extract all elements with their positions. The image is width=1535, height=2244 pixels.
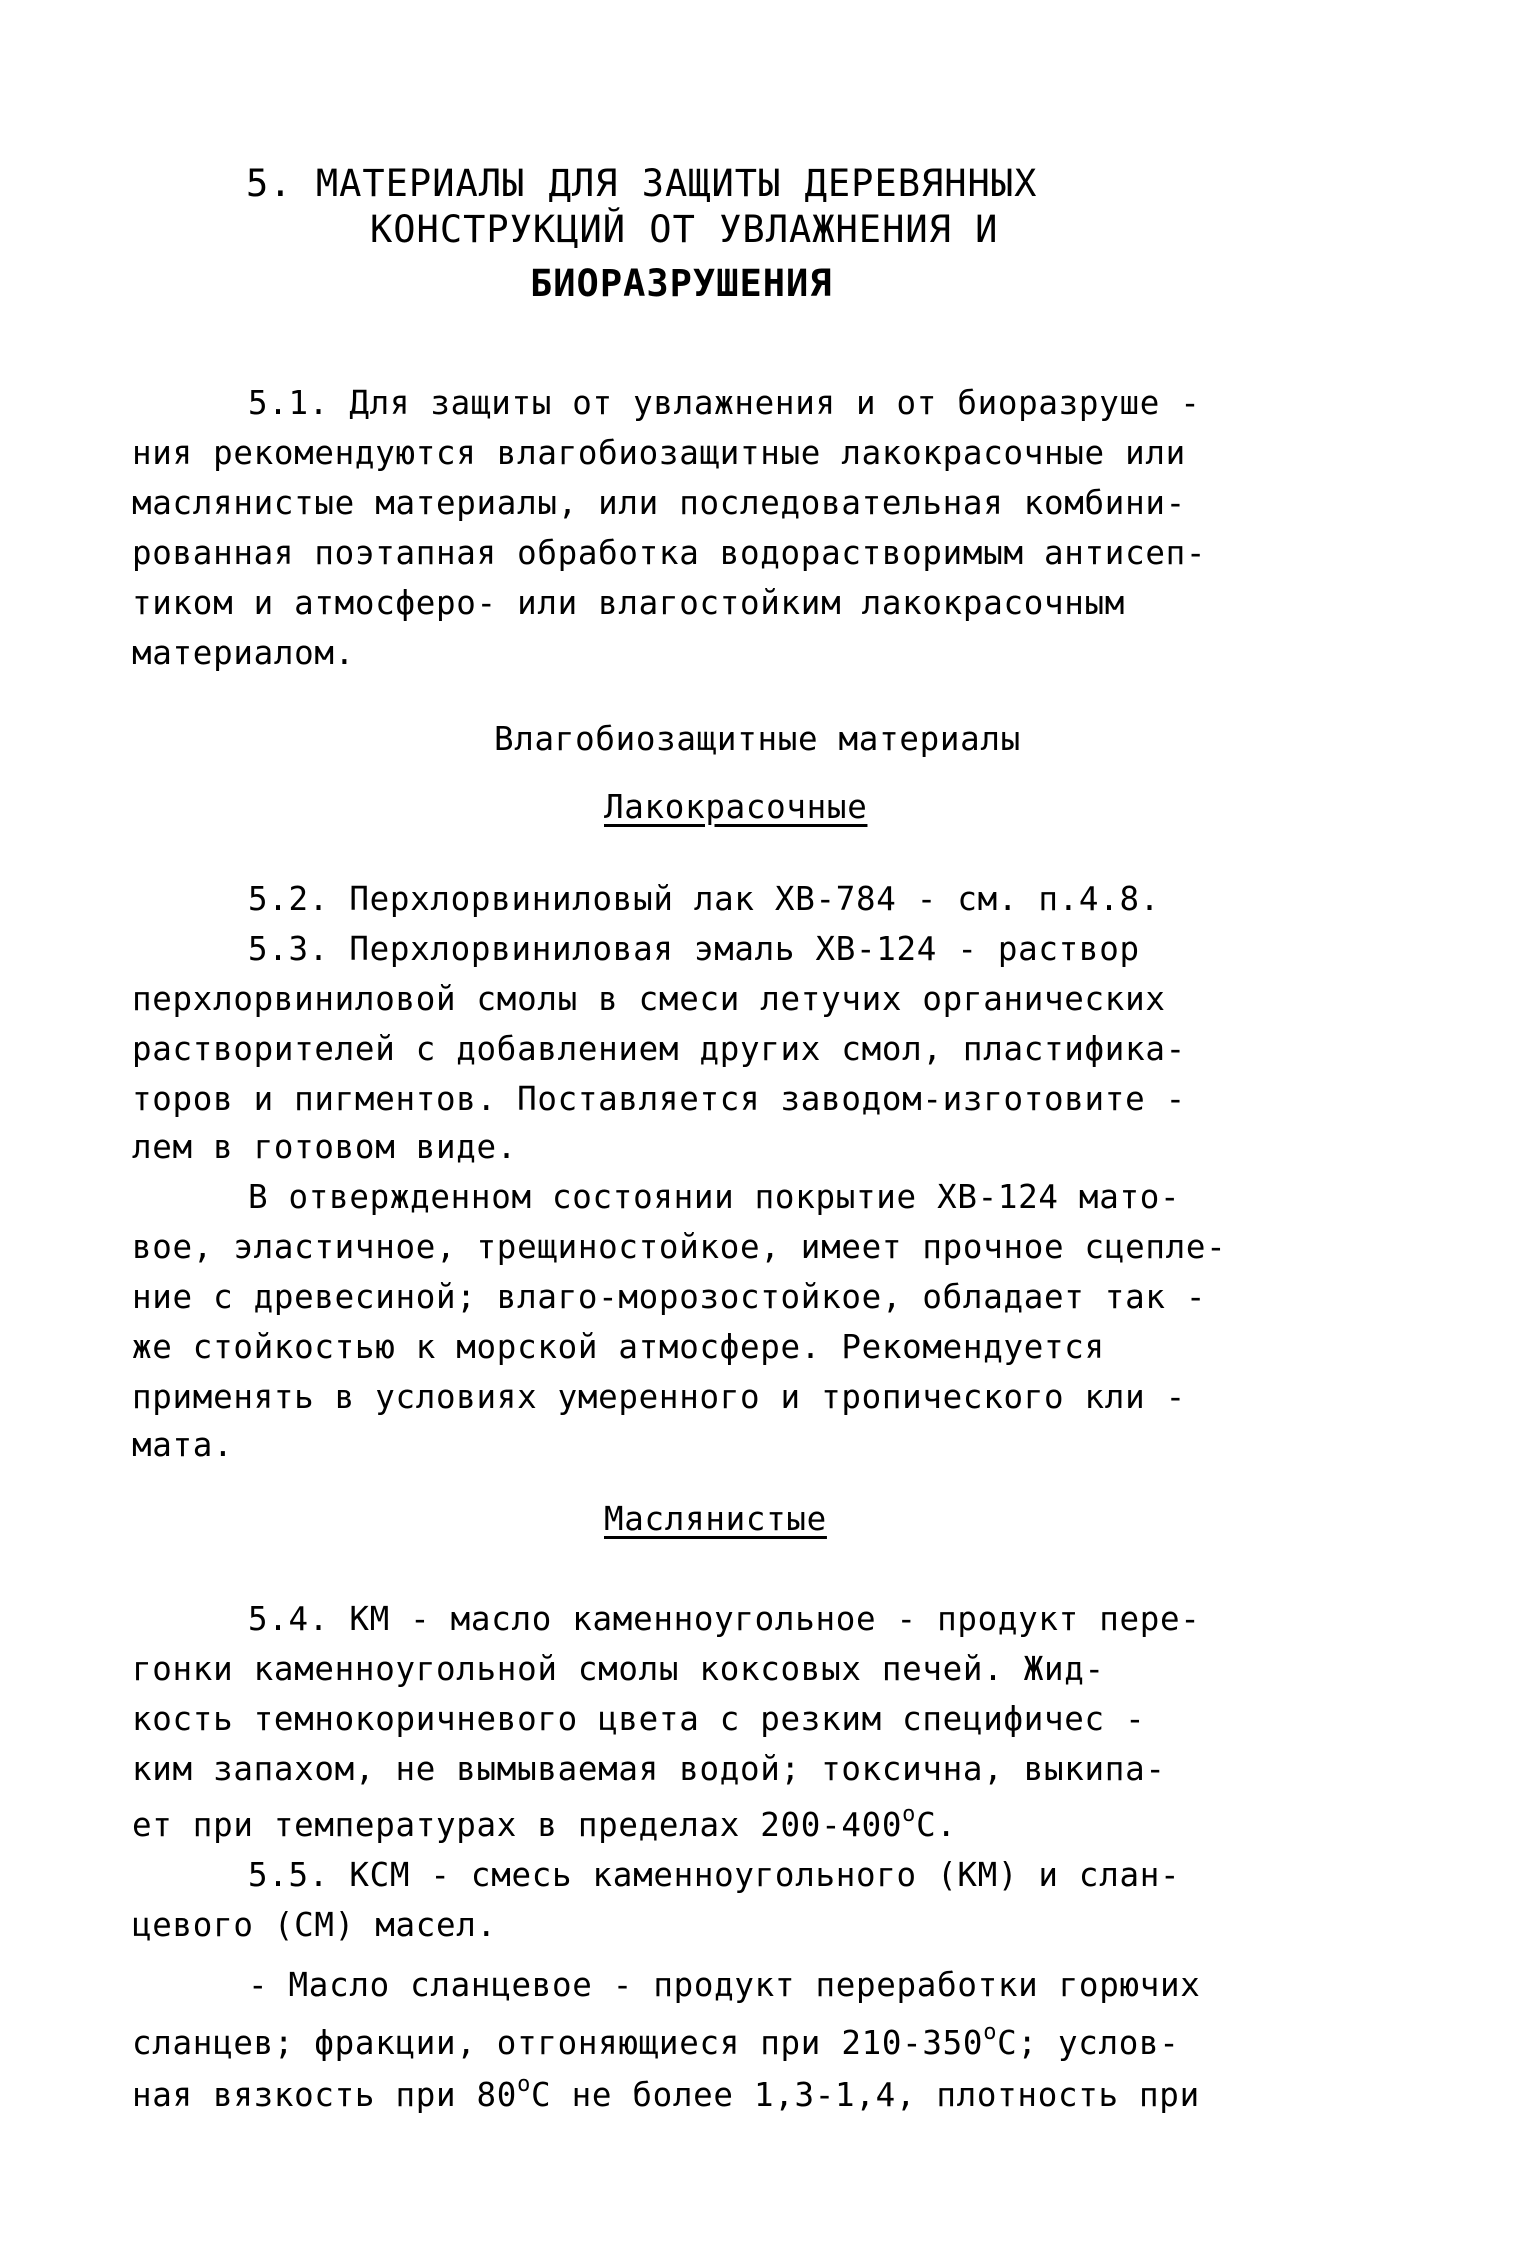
para-5-4-line: ким запахом, не вымываемая водой; токсична, выкипа-: [132, 1750, 1166, 1788]
section-title-line-3: БИОРАЗРУШЕНИЯ: [530, 262, 833, 305]
para-5-1-line: рованная поэтапная обработка водорастворимым антисеп-: [132, 534, 1207, 572]
para-5-1-line: 5.1. Для защиты от увлажнения и от биоразруше -: [248, 384, 1201, 422]
para-5-1-line: материалом.: [132, 634, 355, 672]
para-5-1-line: тиком и атмосферо- или влагостойким лакокрасочным: [132, 584, 1126, 622]
para-5-3-line: лем в готовом виде.: [132, 1128, 518, 1166]
para-5-4-line: гонки каменноугольной смолы коксовых печей. Жид-: [132, 1650, 1105, 1688]
text-segment: ная вязкость при 80: [132, 2076, 518, 2114]
para-5-1-line: маслянистые материалы, или последовательная комбини-: [132, 484, 1186, 522]
section-title-line-2: КОНСТРУКЦИЙ ОТ УВЛАЖНЕНИЯ И: [370, 208, 999, 251]
para-5-5-line: цевого (СМ) масел.: [132, 1906, 497, 1944]
text-segment: С не более 1,3-1,4, плотность при: [531, 2076, 1200, 2114]
text-segment: С.: [916, 1806, 957, 1844]
text-segment: сланцев; фракции, отгоняющиеся при 210-350: [132, 2024, 984, 2062]
para-shale-line: - Масло сланцевое - продукт переработки горючих: [248, 1966, 1201, 2004]
para-5-3-line: 5.3. Перхлорвиниловая эмаль ХВ-124 - раствор: [248, 930, 1140, 968]
heading-oily-materials: Маслянистые: [604, 1500, 827, 1538]
para-5-3-line: растворителей с добавлением других смол, пластифика-: [132, 1030, 1186, 1068]
para-5-3b-line: же стойкостью к морской атмосфере. Рекомендуется: [132, 1328, 1105, 1366]
para-5-1-line: ния рекомендуются влагобиозащитные лакокрасочные или: [132, 434, 1186, 472]
para-5-5-line: 5.5. КСМ - смесь каменноугольного (КМ) и слан-: [248, 1856, 1181, 1894]
heading-moisture-materials: Влагобиозащитные материалы: [494, 720, 1021, 758]
para-5-3b-line: вое, эластичное, трещиностойкое, имеет прочное сцепле-: [132, 1228, 1227, 1266]
para-5-3-line: торов и пигментов. Поставляется заводом-изготовите -: [132, 1080, 1186, 1118]
para-5-4-line: кость темнокоричневого цвета с резким специфичес -: [132, 1700, 1146, 1738]
section-title-line-1: 5. МАТЕРИАЛЫ ДЛЯ ЗАЩИТЫ ДЕРЕВЯННЫХ: [246, 162, 1038, 205]
heading-paint-materials: Лакокрасочные: [604, 788, 868, 826]
para-5-2-line: 5.2. Перхлорвиниловый лак ХВ-784 - см. п.4.8.: [248, 880, 1160, 918]
para-5-4-line: 5.4. КМ - масло каменноугольное - продукт пере-: [248, 1600, 1201, 1638]
text-segment: С; услов-: [997, 2024, 1180, 2062]
text-segment: ет при температурах в пределах 200-400: [132, 1806, 903, 1844]
para-shale-line: [132, 2020, 1180, 2062]
para-5-3b-line: ние с древесиной; влаго-морозостойкое, обладает так -: [132, 1278, 1207, 1316]
para-5-3b-line: В отвержденном состоянии покрытие ХВ-124 мато-: [248, 1178, 1181, 1216]
para-5-4-last-line: [132, 1802, 957, 1844]
para-5-3b-line: мата.: [132, 1426, 234, 1464]
para-5-3b-line: применять в условиях умеренного и тропического кли -: [132, 1378, 1186, 1416]
degree-superscript: о: [902, 1802, 917, 1827]
para-5-3-line: перхлорвиниловой смолы в смеси летучих органических: [132, 980, 1166, 1018]
degree-superscript: о: [983, 2020, 998, 2045]
para-shale-line: [132, 2072, 1200, 2114]
degree-superscript: о: [517, 2072, 532, 2097]
